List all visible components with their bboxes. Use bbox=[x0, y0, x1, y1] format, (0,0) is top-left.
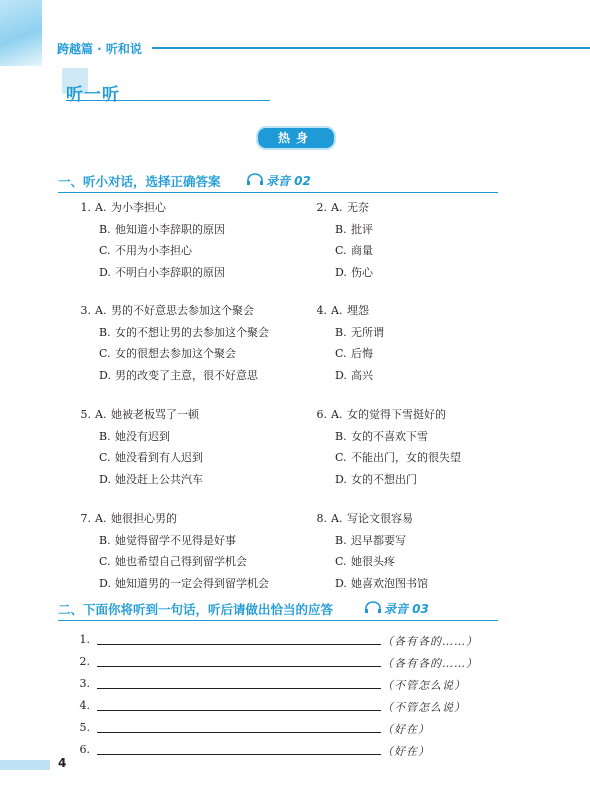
question-4: 4. A. 埋怨 B. 无所谓 C. 后悔 D. 高兴 bbox=[312, 300, 384, 386]
option-a[interactable]: 她被老板骂了一顿 bbox=[111, 408, 199, 421]
answer-hint: （不管怎么说） bbox=[382, 679, 466, 692]
headphones-icon bbox=[246, 173, 264, 185]
answer-row-6 bbox=[76, 740, 476, 760]
answer-number: 6. bbox=[79, 743, 90, 756]
option-d[interactable]: 她没赶上公共汽车 bbox=[115, 472, 203, 486]
question-number: 3. bbox=[80, 304, 91, 317]
option-d[interactable]: 高兴 bbox=[351, 368, 373, 382]
question-7: 7. A. 她很担心男的 B. 她觉得留学不见得是好事 C. 她也希望自己得到留学机会 D. 她知道男的一定会得到留学机会 bbox=[76, 508, 269, 594]
answer-blank[interactable] bbox=[97, 688, 381, 689]
part1-rule bbox=[58, 192, 498, 193]
question-5: 5. A. 她被老板骂了一顿 B. 她没有迟到 C. 她没看到有人迟到 D. 她没赶上公共汽车 bbox=[76, 404, 203, 490]
answer-row-2 bbox=[76, 652, 476, 672]
part1-heading: 一、听小对话，选择正确答案 bbox=[58, 174, 221, 189]
question-number: 7. bbox=[80, 512, 91, 525]
answer-blank[interactable] bbox=[97, 754, 381, 755]
option-d[interactable]: 她喜欢泡图书馆 bbox=[351, 576, 428, 590]
option-b[interactable]: 迟早都要写 bbox=[351, 533, 406, 547]
header-title: 跨越篇 · 听和说 bbox=[57, 42, 142, 56]
answer-row-3 bbox=[76, 674, 476, 694]
option-b[interactable]: 女的不喜欢下雪 bbox=[351, 429, 428, 443]
page-number-bar bbox=[0, 760, 50, 770]
option-b[interactable]: 无所谓 bbox=[351, 325, 384, 339]
answer-hint: （各有各的……） bbox=[382, 657, 478, 670]
answer-blank[interactable] bbox=[97, 666, 381, 667]
warmup-badge: 热身 bbox=[256, 126, 336, 150]
page-number: 4 bbox=[58, 756, 67, 770]
option-c[interactable]: 后悔 bbox=[351, 347, 373, 360]
option-a[interactable]: 为小李担心 bbox=[111, 201, 166, 214]
option-c[interactable]: 她没看到有人迟到 bbox=[115, 451, 203, 464]
option-c[interactable]: 商量 bbox=[351, 244, 373, 257]
answer-number: 1. bbox=[79, 633, 90, 646]
option-d[interactable]: 伤心 bbox=[351, 265, 373, 279]
question-6: 6. A. 女的觉得下雪挺好的 B. 女的不喜欢下雪 C. 不能出门，女的很失望 D. 女的不想出门 bbox=[312, 404, 461, 490]
section-title: 听一听 bbox=[66, 85, 120, 105]
option-b[interactable]: 批评 bbox=[351, 222, 373, 236]
question-2: 2. A. 无奈 B. 批评 C. 商量 D. 伤心 bbox=[312, 197, 373, 283]
question-number: 8. bbox=[316, 512, 327, 525]
answer-blank[interactable] bbox=[97, 644, 381, 645]
part2-heading: 二、下面你将听到一句话，听后请做出恰当的应答 bbox=[58, 602, 334, 617]
headphones-icon bbox=[364, 601, 382, 613]
option-c[interactable]: 她也希望自己得到留学机会 bbox=[115, 555, 247, 568]
answer-hint: （不管怎么说） bbox=[382, 701, 466, 714]
header-rule bbox=[152, 47, 590, 49]
answer-row-5 bbox=[76, 718, 476, 738]
option-b[interactable]: 她觉得留学不见得是好事 bbox=[115, 533, 236, 547]
answer-row-1 bbox=[76, 630, 476, 650]
answer-number: 2. bbox=[79, 655, 90, 668]
option-d[interactable]: 男的改变了主意，很不好意思 bbox=[115, 368, 258, 382]
option-c[interactable]: 不用为小李担心 bbox=[115, 244, 192, 257]
question-number: 5. bbox=[80, 408, 91, 421]
option-a[interactable]: 女的觉得下雪挺好的 bbox=[347, 408, 446, 421]
question-number: 2. bbox=[316, 201, 327, 214]
option-a[interactable]: 埋怨 bbox=[347, 304, 369, 317]
answer-row-4 bbox=[76, 696, 476, 716]
part2-recording-label[interactable]: 录音 03 bbox=[384, 602, 429, 616]
option-b[interactable]: 他知道小李辞职的原因 bbox=[115, 222, 225, 236]
question-3: 3. A. 男的不好意思去参加这个聚会 B. 女的不想让男的去参加这个聚会 C. 女的很想去参加这个聚会 D. 男的改变了主意，很不好意思 bbox=[76, 300, 269, 386]
option-b[interactable]: 她没有迟到 bbox=[115, 429, 170, 443]
option-c[interactable]: 女的很想去参加这个聚会 bbox=[115, 347, 236, 360]
answer-hint: （好在） bbox=[382, 745, 430, 758]
option-a[interactable]: 她很担心男的 bbox=[111, 512, 177, 525]
answer-number: 3. bbox=[79, 677, 90, 690]
answer-blank[interactable] bbox=[97, 710, 381, 711]
option-a[interactable]: 无奈 bbox=[347, 201, 369, 214]
corner-decoration bbox=[0, 0, 42, 66]
question-number: 4. bbox=[316, 304, 327, 317]
option-a[interactable]: 写论文很容易 bbox=[347, 512, 413, 525]
option-a[interactable]: 男的不好意思去参加这个聚会 bbox=[111, 304, 254, 317]
option-d[interactable]: 不明白小李辞职的原因 bbox=[115, 265, 225, 279]
answer-number: 4. bbox=[79, 699, 90, 712]
question-number: 6. bbox=[316, 408, 327, 421]
section-rule bbox=[66, 100, 270, 101]
option-b[interactable]: 女的不想让男的去参加这个聚会 bbox=[115, 325, 269, 339]
answer-hint: （好在） bbox=[382, 723, 430, 736]
option-c[interactable]: 不能出门，女的很失望 bbox=[351, 451, 461, 464]
part1-recording-label[interactable]: 录音 02 bbox=[266, 174, 311, 188]
option-d[interactable]: 她知道男的一定会得到留学机会 bbox=[115, 576, 269, 590]
question-number: 1. bbox=[80, 201, 91, 214]
option-c[interactable]: 她很头疼 bbox=[351, 555, 395, 568]
answer-hint: （各有各的……） bbox=[382, 635, 478, 648]
answer-number: 5. bbox=[79, 721, 90, 734]
question-1: 1. A. 为小李担心 B. 他知道小李辞职的原因 C. 不用为小李担心 D. 不明白小李辞职的原因 bbox=[76, 197, 225, 283]
answer-blank[interactable] bbox=[97, 732, 381, 733]
part2-rule bbox=[58, 620, 498, 621]
question-8: 8. A. 写论文很容易 B. 迟早都要写 C. 她很头疼 D. 她喜欢泡图书馆 bbox=[312, 508, 428, 594]
option-d[interactable]: 女的不想出门 bbox=[351, 472, 417, 486]
